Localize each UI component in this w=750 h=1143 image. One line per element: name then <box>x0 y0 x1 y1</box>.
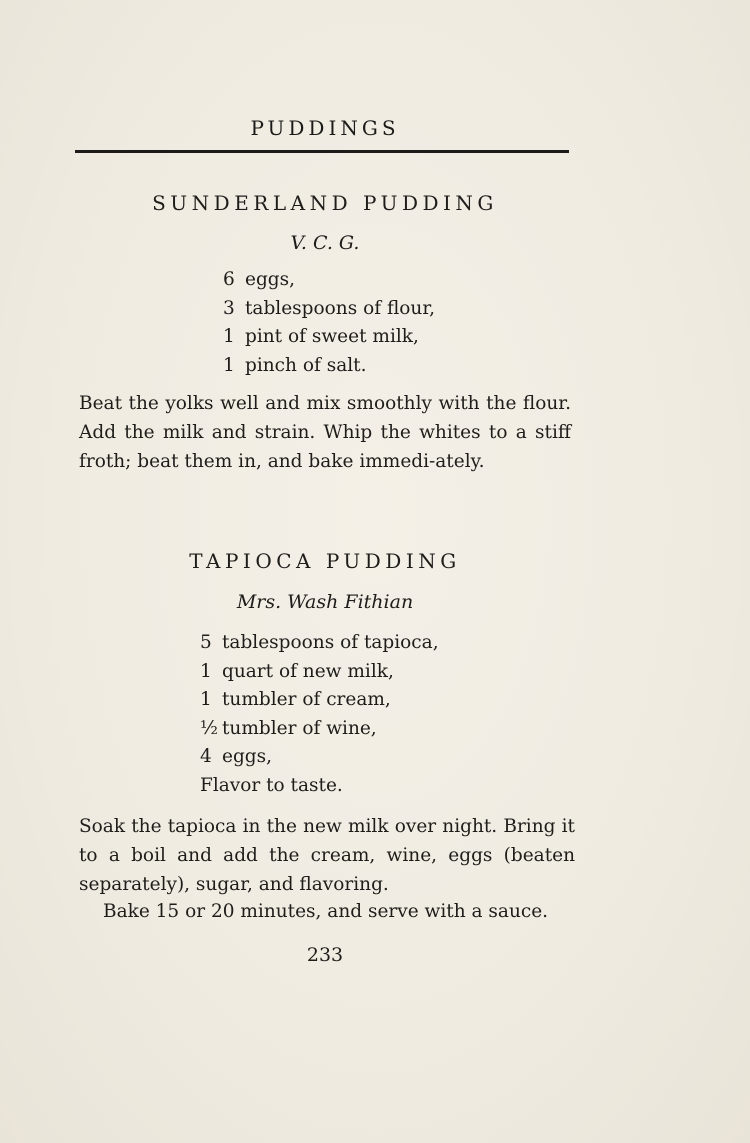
ingredient-quantity: 1 <box>223 354 235 376</box>
ingredient-item: pint of sweet milk, <box>245 326 419 347</box>
ingredient-line <box>200 658 439 687</box>
header-rule <box>75 150 569 153</box>
ingredient-item: tablespoons of flour, <box>245 297 436 319</box>
ingredient-line <box>223 295 435 324</box>
ingredient-quantity: 4 <box>200 746 212 767</box>
ingredient-line <box>223 323 435 352</box>
ingredient-line <box>200 686 439 715</box>
ingredient-item: eggs, <box>245 269 296 290</box>
ingredient-quantity: 1 <box>200 689 212 710</box>
ingredient-item: tumbler of cream, <box>222 689 391 710</box>
recipe-attribution: V. C. G. <box>290 232 360 254</box>
ingredient-item: tumbler of wine, <box>222 717 377 739</box>
ingredient-line <box>200 715 439 744</box>
ingredient-quantity: 6 <box>223 269 235 290</box>
page-number: 233 <box>306 944 344 966</box>
ingredient-item: quart of new milk, <box>222 660 394 682</box>
running-head: PUDDINGS <box>250 116 400 140</box>
ingredient-line <box>223 266 435 295</box>
ingredient-item: pinch of salt. <box>245 354 367 376</box>
ingredient-item: eggs, <box>222 746 273 767</box>
recipe-title: SUNDERLAND PUDDING <box>152 191 498 215</box>
recipe-title: TAPIOCA PUDDING <box>189 549 461 573</box>
ingredient-quantity: 5 <box>200 632 212 653</box>
ingredient-item: Flavor to taste. <box>200 774 343 796</box>
ingredient-item: tablespoons of tapioca, <box>222 632 439 653</box>
ingredient-list <box>223 266 435 380</box>
ingredient-line <box>200 629 439 658</box>
ingredient-quantity: 3 <box>223 297 235 319</box>
ingredient-line <box>200 772 439 801</box>
ingredient-quantity: 1 <box>223 326 235 347</box>
recipe-directions: Soak the tapioca in the new milk over night. Bring it to a boil and add the cream, wine, eggs (beaten separately), sugar, and flavoring. <box>79 816 575 895</box>
ingredient-list <box>200 629 439 800</box>
ingredient-line <box>200 743 439 772</box>
recipe-attribution: Mrs. Wash Fithian <box>236 591 414 613</box>
ingredient-quantity: ½ <box>200 717 218 739</box>
recipe-directions: Beat the yolks well and mix smoothly with the flour. Add the milk and strain. Whip the whites to a stiff froth; beat them in, and bake immedi-ately. <box>79 393 571 472</box>
ingredient-line <box>223 352 435 381</box>
ingredient-quantity: 1 <box>200 660 212 682</box>
recipe-directions: Bake 15 or 20 minutes, and serve with a sauce. <box>103 901 549 922</box>
